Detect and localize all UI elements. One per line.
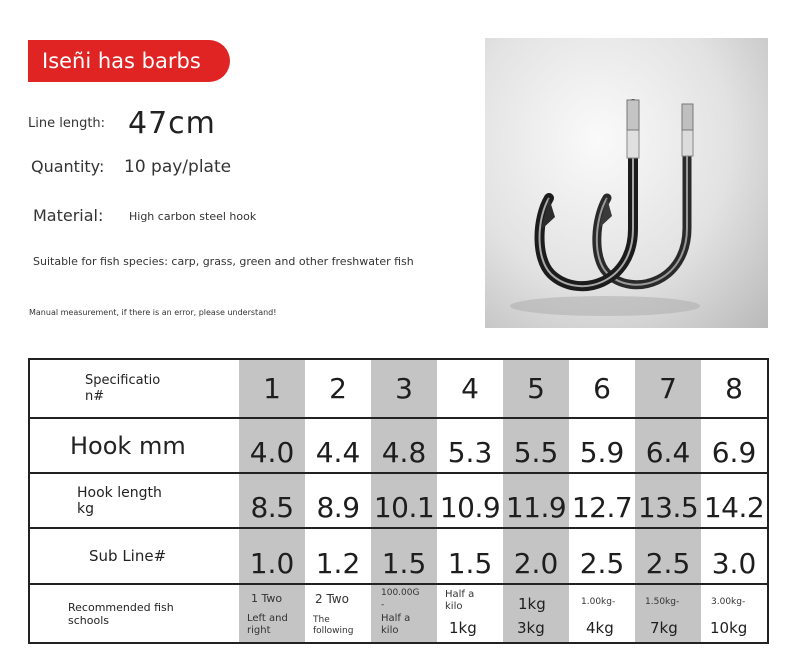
line-length-label: Line length:: [28, 116, 106, 131]
table-cell: 4: [437, 359, 503, 418]
quantity-value: 10 pay/plate: [124, 157, 232, 177]
table-cell: 3.00kg- 10kg: [710, 597, 748, 637]
table-row: [29, 528, 768, 584]
table-cell: 1 Two Left and right: [239, 584, 305, 643]
table-cell: 1.00kg- 4kg: [581, 597, 616, 637]
row-header-line: Recommended fish: [68, 600, 174, 614]
row-header-line: schools: [68, 613, 109, 627]
row-header-line: n#: [85, 388, 105, 404]
line-length-value: 47cm: [128, 106, 216, 141]
table-cell: 4.0: [239, 418, 305, 473]
row-header-line: Specificatio: [85, 372, 161, 388]
product-title-tag: Iseñi has barbs: [28, 40, 230, 82]
table-cell: 2.5: [635, 528, 701, 584]
table-cell: 10.9: [437, 473, 503, 528]
table-cell: 3: [371, 359, 437, 418]
measurement-note: Manual measurement, if there is an error, please understand!: [29, 308, 277, 317]
table-cell: 1: [239, 359, 305, 418]
table-cell: 2.0: [503, 528, 569, 584]
table-cell: 8.5: [239, 473, 305, 528]
table-cell: 2: [305, 359, 371, 418]
row-header-specification: [29, 359, 239, 418]
table-cell: 6.9: [701, 418, 768, 473]
table-cell: 1.0: [239, 528, 305, 584]
table-cell: 5.9: [569, 418, 635, 473]
table-cell: 1.2: [305, 528, 371, 584]
table-cell: 1.5: [371, 528, 437, 584]
table-cell: 5.5: [503, 418, 569, 473]
table-row: [29, 584, 768, 643]
table-cell: 100.00G - Half a kilo: [371, 584, 437, 643]
suitable-species-text: Suitable for fish species: carp, grass, green and other freshwater fish: [33, 255, 414, 268]
table-row: [29, 473, 768, 528]
row-header-sub-line: [29, 528, 239, 584]
row-header-line: Hook mm: [70, 431, 186, 460]
table-cell: 2.5: [569, 528, 635, 584]
row-header-line: Hook length: [77, 484, 162, 501]
row-header-hook-mm: [29, 418, 239, 473]
table-cell: 3.0: [701, 528, 768, 584]
table-row: [29, 418, 768, 473]
fish-hook-photo: [485, 38, 768, 328]
table-cell: 2 Two The following: [313, 592, 354, 636]
quantity-label: Quantity:: [31, 157, 105, 176]
table-cell: Half a kilo 1kg: [445, 589, 477, 637]
table-cell: 4.4: [305, 418, 371, 473]
table-cell: 1.5: [437, 528, 503, 584]
table-cell: 7: [635, 359, 701, 418]
table-cell: 8: [701, 359, 768, 418]
table-cell: 6.4: [635, 418, 701, 473]
table-cell: 1.50kg- 7kg: [635, 584, 701, 643]
table-cell: 4.8: [371, 418, 437, 473]
table-row: [29, 359, 768, 418]
table-cell: 11.9: [503, 473, 569, 528]
table-cell: 10.1: [371, 473, 437, 528]
fish-hook-icon: [485, 38, 768, 328]
row-header-line: Sub Line#: [89, 547, 167, 565]
table-cell: 1kg 3kg: [503, 584, 569, 643]
spec-table: [28, 358, 769, 644]
table-cell: 13.5: [635, 473, 701, 528]
table-cell: 5.3: [437, 418, 503, 473]
table-cell: 14.2: [701, 473, 768, 528]
table-cell: 8.9: [305, 473, 371, 528]
row-header-hook-length: [29, 473, 239, 528]
table-cell: 5: [503, 359, 569, 418]
material-label: Material:: [33, 206, 104, 225]
material-value: High carbon steel hook: [129, 210, 257, 223]
row-header-line: kg: [77, 500, 94, 517]
table-cell: 12.7: [569, 473, 635, 528]
row-header-recommended: [29, 584, 239, 643]
table-cell: 6: [569, 359, 635, 418]
